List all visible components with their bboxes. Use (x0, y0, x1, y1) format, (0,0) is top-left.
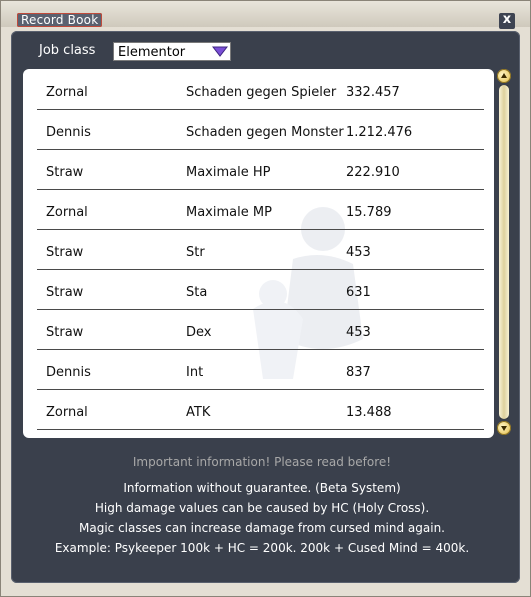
record-value: 222.910 (346, 165, 400, 180)
record-value: 453 (346, 325, 371, 340)
record-stat: Dex (186, 325, 212, 340)
title-bar[interactable] (1, 1, 530, 27)
record-value: 332.457 (346, 85, 400, 100)
job-class-selected: Elementor (118, 45, 186, 60)
record-row[interactable] (37, 349, 484, 390)
record-stat: Maximale MP (186, 205, 272, 220)
important-notice-heading: Important information! Please read before! (132, 455, 392, 469)
record-value: 631 (346, 285, 371, 300)
scroll-down-button[interactable] (497, 421, 511, 435)
job-class-label: Job class (39, 43, 96, 58)
scroll-up-button[interactable] (497, 69, 511, 83)
record-player: Zornal (46, 205, 88, 220)
record-row[interactable] (37, 389, 484, 430)
record-row[interactable] (37, 149, 484, 190)
notice-line: Example: Psykeeper 100k + HC = 200k. 200k + Cused Mind = 400k. (54, 541, 470, 555)
record-player: Straw (46, 325, 84, 340)
record-value: 1.212.476 (346, 125, 413, 140)
record-player: Dennis (46, 365, 91, 380)
scroll-up-arrow-icon (500, 72, 508, 80)
record-value: 453 (346, 245, 371, 260)
record-value: 837 (346, 365, 371, 380)
record-row[interactable] (37, 109, 484, 150)
record-stat: Sta (186, 285, 208, 300)
record-stat: Str (186, 245, 205, 260)
record-value: 13.488 (346, 405, 392, 420)
record-row[interactable] (37, 69, 484, 110)
record-player: Straw (46, 245, 84, 260)
notice-line: Information without guarantee. (Beta System) (123, 481, 401, 495)
record-stat: ATK (186, 405, 211, 420)
record-player: Straw (46, 165, 84, 180)
record-stat: Maximale HP (186, 165, 271, 180)
dropdown-arrow-icon[interactable] (212, 46, 228, 58)
record-value: 15.789 (346, 205, 392, 220)
record-row[interactable] (37, 269, 484, 310)
notice-line: Magic classes can increase damage from cursed mind again. (79, 521, 445, 535)
scroll-thumb[interactable] (499, 85, 509, 419)
record-row[interactable] (37, 229, 484, 270)
record-player: Straw (46, 285, 84, 300)
notice-line: High damage values can be caused by HC (Holy Cross). (94, 501, 430, 515)
scroll-down-arrow-icon (500, 424, 508, 432)
records-list[interactable] (23, 69, 494, 438)
window-title: Record Book (17, 13, 102, 27)
records-scrollbar[interactable] (497, 69, 511, 435)
record-player: Zornal (46, 405, 88, 420)
record-row[interactable] (37, 309, 484, 350)
record-row[interactable] (37, 189, 484, 230)
record-stat: Int (186, 365, 204, 380)
record-player: Zornal (46, 85, 88, 100)
record-stat: Schaden gegen Monster (186, 125, 344, 140)
close-icon: x (502, 12, 512, 27)
record-player: Dennis (46, 125, 91, 140)
record-stat: Schaden gegen Spieler (186, 85, 337, 100)
job-class-dropdown[interactable] (113, 42, 231, 61)
close-button[interactable] (499, 13, 515, 29)
